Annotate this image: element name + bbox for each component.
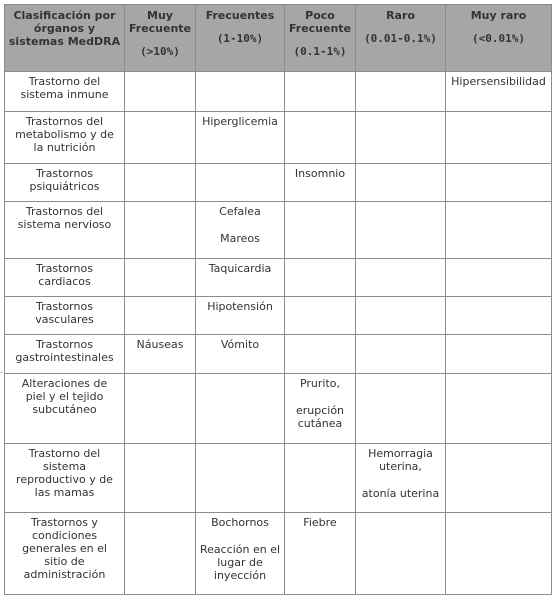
header-0 (5, 5, 125, 72)
right-margin-mark: · (550, 368, 554, 379)
table-row (5, 513, 552, 595)
header-range: (0.1-1%) (293, 45, 347, 58)
muy-raro-cell (446, 444, 552, 513)
raro-cell (356, 202, 446, 259)
frecuentes-cell (196, 374, 285, 444)
table-row (5, 112, 552, 164)
muy-raro-cell (446, 335, 552, 374)
poco-frecuente-cell (285, 513, 356, 595)
organ-class-cell: Trastornos vasculares (5, 297, 125, 335)
raro-cell (356, 259, 446, 297)
adverse-reaction: Cefalea (219, 205, 261, 218)
frecuentes-cell (196, 513, 285, 595)
poco-frecuente-cell (285, 297, 356, 335)
header-row (5, 5, 552, 72)
poco-frecuente-cell (285, 72, 356, 112)
table-row (5, 164, 552, 202)
muy-frecuente-cell (125, 513, 196, 595)
header-1 (125, 5, 196, 72)
muy-raro-cell (446, 72, 552, 112)
adverse-reaction: Hemorragia uterina, (368, 447, 433, 473)
table-row (5, 297, 552, 335)
item-spacer (196, 218, 284, 232)
muy-frecuente-cell (125, 444, 196, 513)
raro-cell (356, 164, 446, 202)
frecuentes-cell (196, 164, 285, 202)
raro-cell (356, 513, 446, 595)
raro-cell (356, 444, 446, 513)
header-4 (356, 5, 446, 72)
adverse-reaction: Mareos (220, 232, 260, 245)
header-title: Poco Frecuente (288, 9, 352, 35)
organ-class-cell: Trastornos del metabolismo y de la nutrición (5, 112, 125, 164)
adverse-reaction: Hiperglicemia (202, 115, 278, 128)
muy-frecuente-cell (125, 164, 196, 202)
table-row (5, 444, 552, 513)
adverse-reaction: atonía uterina (361, 487, 440, 500)
frecuentes-cell (196, 202, 285, 259)
adverse-reaction: Hipersensibilidad (451, 75, 546, 88)
header-title: Frecuentes (205, 9, 275, 22)
organ-class-cell: Trastornos del sistema nervioso (5, 202, 125, 259)
table-row (5, 335, 552, 374)
frecuentes-cell (196, 112, 285, 164)
header-5 (446, 5, 552, 72)
header-range: (0.01-0.1%) (364, 32, 437, 45)
poco-frecuente-cell (285, 202, 356, 259)
frecuentes-cell (196, 444, 285, 513)
header-3 (285, 5, 356, 72)
adverse-reaction: Náuseas (136, 338, 184, 351)
header-range: (>10%) (140, 45, 180, 58)
muy-raro-cell (446, 374, 552, 444)
muy-raro-cell (446, 202, 552, 259)
header-range: (1-10%) (216, 32, 264, 45)
organ-class-cell: Trastornos cardiacos (5, 259, 125, 297)
header-title: Raro (386, 9, 415, 22)
header-title: Muy raro (470, 9, 527, 22)
poco-frecuente-cell (285, 259, 356, 297)
adverse-reactions-table-container (4, 4, 554, 595)
muy-frecuente-cell (125, 374, 196, 444)
adverse-reaction: Reacción en el lugar de inyección (199, 543, 281, 582)
organ-class-cell: Trastornos y condiciones generales en el sitio de administración (5, 513, 125, 595)
frecuentes-cell (196, 72, 285, 112)
adverse-reaction: Prurito, (299, 377, 341, 390)
muy-frecuente-cell (125, 112, 196, 164)
poco-frecuente-cell (285, 374, 356, 444)
table-row (5, 259, 552, 297)
muy-raro-cell (446, 259, 552, 297)
adverse-reaction: Vómito (220, 338, 260, 351)
raro-cell (356, 297, 446, 335)
organ-class-cell: Alteraciones de piel y el tejido subcutáneo (5, 374, 125, 444)
poco-frecuente-cell (285, 444, 356, 513)
raro-cell (356, 72, 446, 112)
item-spacer (356, 473, 445, 487)
item-spacer (196, 529, 284, 543)
organ-class-cell: Trastornos gastrointestinales (5, 335, 125, 374)
adverse-reaction: Insomnio (294, 167, 346, 180)
muy-raro-cell (446, 513, 552, 595)
muy-raro-cell (446, 112, 552, 164)
muy-frecuente-cell (125, 297, 196, 335)
adverse-reaction: erupción cutánea (295, 404, 345, 430)
poco-frecuente-cell (285, 335, 356, 374)
adverse-reactions-table (4, 4, 552, 595)
adverse-reaction: Taquicardia (208, 262, 272, 275)
frecuentes-cell (196, 297, 285, 335)
muy-raro-cell (446, 164, 552, 202)
frecuentes-cell (196, 259, 285, 297)
raro-cell (356, 112, 446, 164)
header-title: Muy Frecuente (128, 9, 192, 35)
table-row (5, 374, 552, 444)
table-row (5, 202, 552, 259)
adverse-reaction: Hipotensión (207, 300, 273, 313)
table-row (5, 72, 552, 112)
muy-frecuente-cell (125, 259, 196, 297)
frecuentes-cell (196, 335, 285, 374)
header-range: (<0.01%) (472, 32, 525, 45)
muy-frecuente-cell (125, 335, 196, 374)
organ-class-cell: Trastorno del sistema inmune (5, 72, 125, 112)
organ-class-cell: Trastorno del sistema reproductivo y de las mamas (5, 444, 125, 513)
header-2 (196, 5, 285, 72)
organ-class-cell: Trastornos psiquiátricos (5, 164, 125, 202)
poco-frecuente-cell (285, 164, 356, 202)
table-body (5, 72, 552, 595)
adverse-reaction: Bochornos (211, 516, 269, 529)
muy-raro-cell (446, 297, 552, 335)
left-margin-mark: · (0, 368, 4, 379)
muy-frecuente-cell (125, 72, 196, 112)
poco-frecuente-cell (285, 112, 356, 164)
muy-frecuente-cell (125, 202, 196, 259)
item-spacer (285, 390, 355, 404)
header-title: Clasificación por órganos y sistemas MedDRA (8, 9, 121, 48)
raro-cell (356, 374, 446, 444)
adverse-reaction: Fiebre (303, 516, 337, 529)
raro-cell (356, 335, 446, 374)
